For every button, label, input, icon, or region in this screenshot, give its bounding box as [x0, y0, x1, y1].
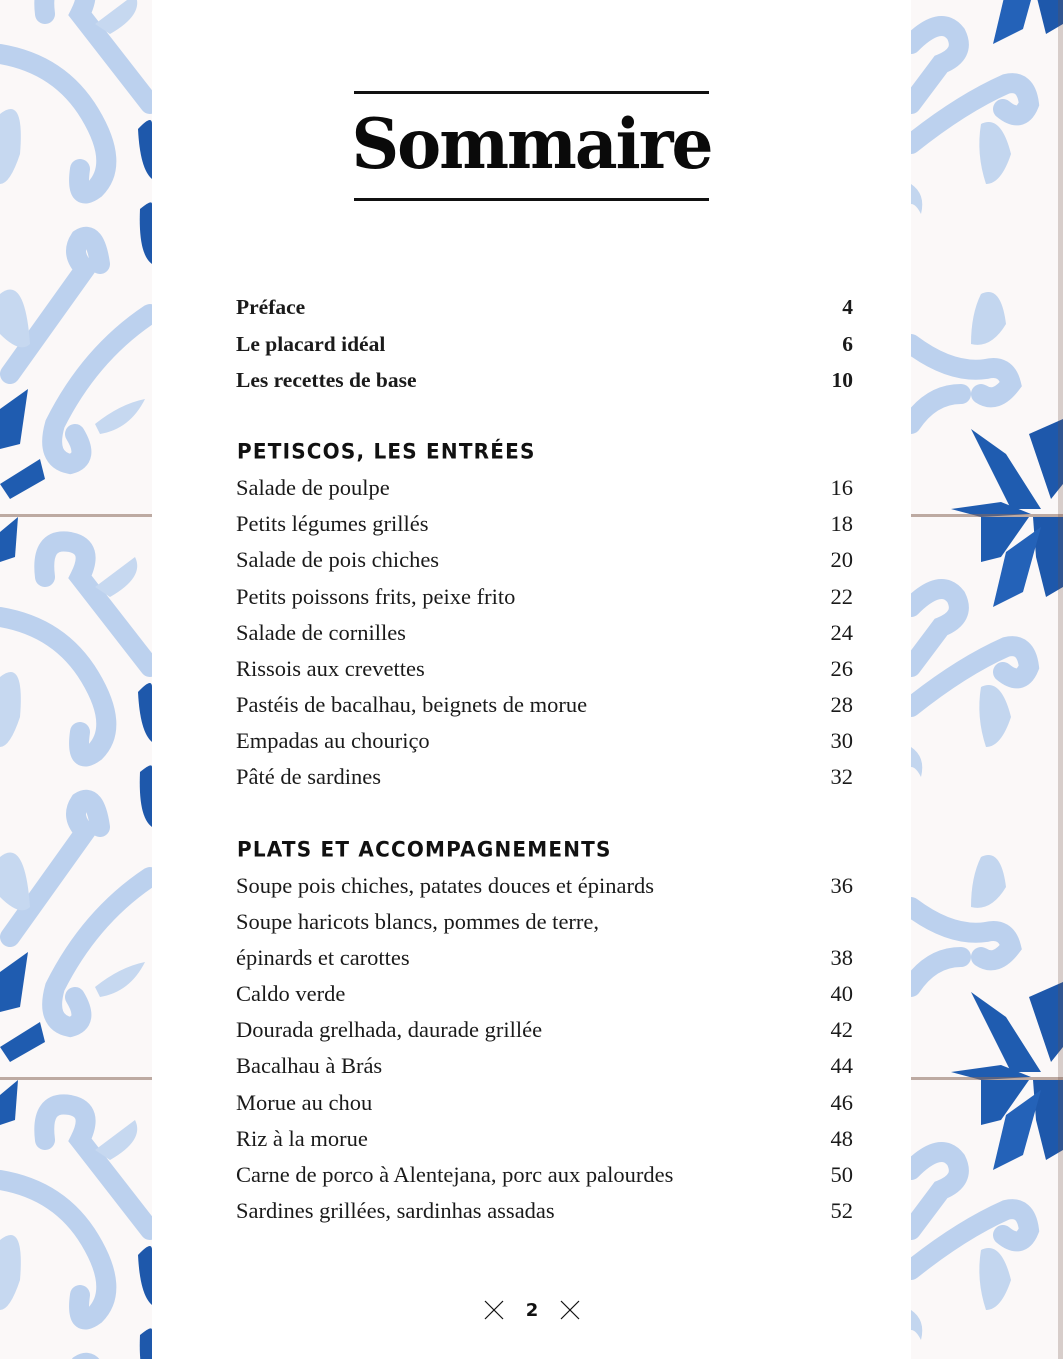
toc-entry-label: Salade de pois chiches	[236, 547, 440, 572]
section-heading: PETISCOS, LES ENTRÉES	[237, 438, 536, 464]
toc-entry[interactable]	[236, 979, 853, 1009]
toc-entry-label: Sardines grillées, sardinhas assadas	[236, 1198, 555, 1223]
page-footer	[484, 1298, 580, 1322]
toc-entry-page: 16	[830, 475, 853, 500]
toc-entry[interactable]	[236, 654, 853, 684]
toc-entry-page: 22	[830, 584, 853, 609]
tile-pattern-icon	[0, 0, 152, 1359]
toc-entry-label: Riz à la morue	[236, 1126, 368, 1151]
toc-entry[interactable]	[236, 1051, 853, 1081]
cross-ornament-icon	[484, 1300, 504, 1320]
toc-entry[interactable]	[236, 1124, 853, 1154]
title-block	[351, 91, 712, 201]
toc-entry-label: Carne de porco à Alentejana, porc aux palourdes	[236, 1162, 674, 1187]
toc-entry-page: 24	[830, 620, 853, 645]
toc-entry-page: 50	[830, 1162, 853, 1187]
toc-entry-label: Morue au chou	[236, 1090, 373, 1115]
toc-entry[interactable]	[236, 943, 853, 973]
toc-entry-label: Pastéis de bacalhau, beignets de morue	[236, 692, 588, 717]
toc-entry-page: 4	[842, 295, 853, 319]
toc-entry[interactable]	[236, 292, 853, 322]
toc-entry-label: Dourada grelhada, daurade grillée	[236, 1017, 543, 1042]
toc-entry[interactable]	[236, 1196, 853, 1226]
toc-entry[interactable]	[236, 690, 853, 720]
toc-entry-label: Petits poissons frits, peixe frito	[236, 584, 516, 609]
toc-entry-page: 10	[831, 368, 853, 392]
toc-entry[interactable]	[236, 545, 853, 575]
toc-entry-label: Préface	[236, 295, 306, 319]
toc-entry-page: 20	[830, 547, 853, 572]
toc-entry-label: Soupe pois chiches, patates douces et épinards	[236, 873, 655, 898]
toc-entry-label: Caldo verde	[236, 981, 346, 1006]
toc-entry-page: 32	[830, 764, 853, 789]
toc-entry-label: Le placard idéal	[236, 332, 386, 356]
toc-entry-page: 52	[830, 1198, 853, 1223]
toc-entry-label: Bacalhau à Brás	[236, 1053, 383, 1078]
toc-entry-label: Petits légumes grillés	[236, 511, 429, 536]
toc-entry-label: Salade de poulpe	[236, 475, 390, 500]
tile-pattern-icon	[911, 0, 1063, 1359]
azulejo-tile-border-left	[0, 0, 152, 1359]
toc-entry-page: 46	[830, 1090, 853, 1115]
toc-entry-page: 44	[830, 1053, 853, 1078]
toc-entry-label: Soupe haricots blancs, pommes de terre,	[236, 909, 600, 934]
toc-entry[interactable]	[236, 907, 853, 937]
toc-entry[interactable]	[236, 726, 853, 756]
toc-entry-page: 42	[830, 1017, 853, 1042]
toc-entry[interactable]	[236, 762, 853, 792]
toc-entry-page: 30	[830, 728, 853, 753]
toc-entry-page: 38	[830, 945, 853, 970]
toc-entry-page: 40	[830, 981, 853, 1006]
page-title: Sommaire	[351, 103, 712, 185]
toc-entry[interactable]	[236, 582, 853, 612]
toc-entry-page: 26	[830, 656, 853, 681]
toc-entry[interactable]	[236, 871, 853, 901]
cross-ornament-icon	[560, 1300, 580, 1320]
toc-entry[interactable]	[236, 365, 853, 395]
toc-entry[interactable]	[236, 1160, 853, 1190]
toc-entry[interactable]	[236, 509, 853, 539]
toc-entry[interactable]	[236, 473, 853, 503]
toc-entry-label: Empadas au chouriço	[236, 728, 430, 753]
page-number: 2	[525, 1299, 539, 1321]
section-heading: PLATS ET ACCOMPAGNEMENTS	[237, 836, 612, 862]
toc-entry-page: 48	[830, 1126, 853, 1151]
toc-entry-label: Salade de cornilles	[236, 620, 406, 645]
toc-entry-page: 28	[830, 692, 853, 717]
toc-entry[interactable]	[236, 1015, 853, 1045]
toc-entry[interactable]	[236, 1088, 853, 1118]
toc-entry[interactable]	[236, 618, 853, 648]
toc-entry-page: 18	[830, 511, 853, 536]
azulejo-tile-border-right	[911, 0, 1063, 1359]
toc-entry-label: épinards et carottes	[236, 945, 410, 970]
toc-entry[interactable]	[236, 329, 853, 359]
toc-entry-label: Rissois aux crevettes	[236, 656, 425, 681]
toc-entry-label: Les recettes de base	[236, 368, 417, 392]
toc-entry-page: 36	[830, 873, 853, 898]
toc-entry-label: Pâté de sardines	[236, 764, 381, 789]
toc-entry-page: 6	[842, 332, 853, 356]
